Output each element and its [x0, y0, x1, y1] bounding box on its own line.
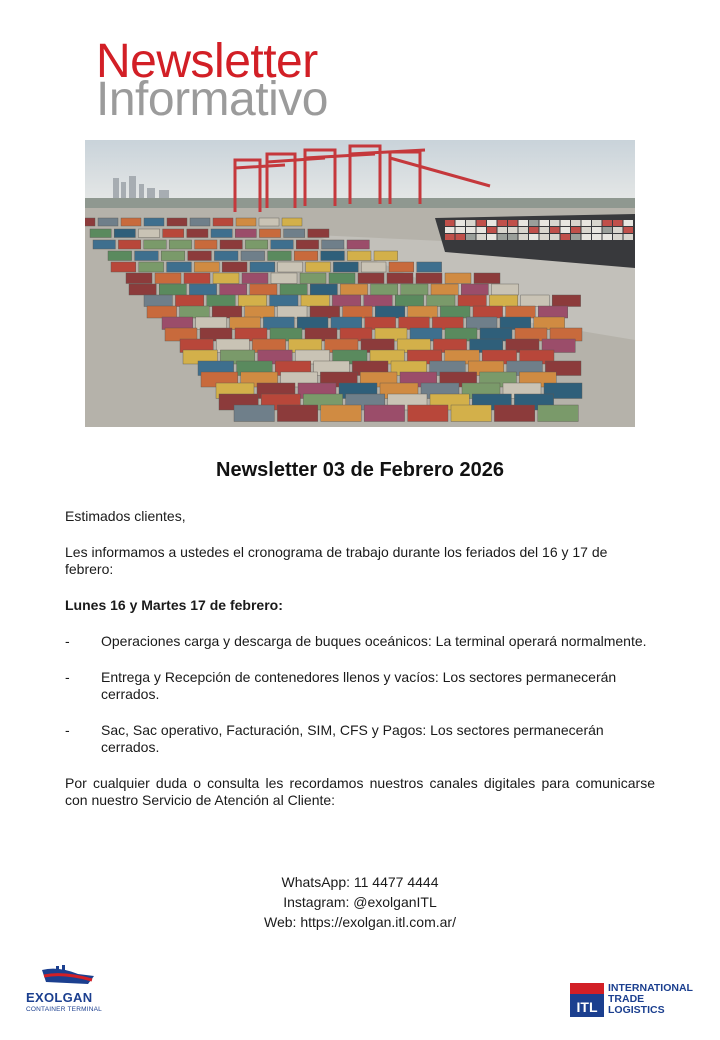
- itl-logo: [570, 982, 710, 1018]
- container-stack: [321, 405, 361, 422]
- ship-container: [466, 220, 476, 226]
- container-stack: [155, 273, 181, 284]
- container-stack: [188, 251, 212, 261]
- list-item: [65, 722, 655, 756]
- container-stack: [451, 405, 491, 422]
- ship-container: [603, 227, 613, 233]
- container-stack: [196, 317, 227, 330]
- container-stack: [297, 317, 328, 330]
- container-stack: [213, 218, 233, 226]
- container-stack: [417, 262, 442, 272]
- container-stack: [491, 284, 518, 295]
- container-stack: [534, 317, 565, 330]
- container-stack: [263, 317, 294, 330]
- ship-container: [466, 227, 476, 233]
- container-stack: [395, 295, 423, 307]
- itl-line-2: TRADE: [608, 993, 645, 1005]
- ship-container: [519, 234, 529, 240]
- itl-mark-text: ITL: [576, 999, 598, 1015]
- container-stack: [118, 240, 140, 249]
- container-stack: [139, 262, 164, 272]
- ship-container: [477, 220, 487, 226]
- ship-container: [561, 227, 571, 233]
- ship-container: [550, 220, 560, 226]
- container-stack: [211, 229, 232, 238]
- intro-paragraph: Les informamos a ustedes el cronograma de trabajo durante los feriados del 16 y 17 de febrero:: [65, 544, 608, 577]
- container-stack: [271, 273, 297, 284]
- container-stack: [489, 295, 517, 307]
- container-stack: [184, 273, 210, 284]
- container-stack: [458, 295, 486, 307]
- container-stack: [162, 317, 193, 330]
- container-stack: [538, 405, 578, 422]
- container-stack: [294, 251, 318, 261]
- ship-container: [477, 234, 487, 240]
- container-stack: [180, 306, 210, 318]
- container-stack: [321, 251, 345, 261]
- container-stack: [473, 306, 503, 318]
- closing-paragraph: Por cualquier duda o consulta les recordamos nuestros canales digitales para comunicarse con nuestro Servicio de Atención al Cliente:: [65, 775, 655, 808]
- container-stack: [268, 251, 292, 261]
- container-stack: [521, 295, 549, 307]
- container-stack: [296, 240, 318, 249]
- ship-container: [445, 220, 455, 226]
- container-stack: [347, 240, 369, 249]
- container-stack: [242, 273, 268, 284]
- ship-container: [477, 227, 487, 233]
- container-stack: [144, 240, 166, 249]
- container-stack: [220, 240, 242, 249]
- ship-container: [498, 227, 508, 233]
- container-stack: [399, 317, 430, 330]
- itl-mark-icon: [570, 983, 604, 1017]
- container-stack: [167, 218, 187, 226]
- ship-container: [613, 227, 623, 233]
- ship-container: [592, 220, 602, 226]
- container-stack: [310, 284, 337, 295]
- container-stack: [220, 284, 247, 295]
- ship-container: [561, 234, 571, 240]
- ship-container: [613, 220, 623, 226]
- container-stack: [416, 273, 442, 284]
- container-stack: [306, 262, 331, 272]
- newsletter-title: Newsletter 03 de Febrero 2026: [216, 459, 504, 481]
- container-stack: [432, 317, 463, 330]
- container-stack: [98, 218, 118, 226]
- list-item-text: Operaciones carga y descarga de buques oceánicos: La terminal operará normalmente.: [101, 633, 647, 649]
- container-stack: [431, 284, 458, 295]
- container-stack: [374, 251, 398, 261]
- container-terminal-image: [85, 140, 635, 427]
- ship-container: [624, 220, 634, 226]
- itl-line-1: INTERNATIONAL: [608, 982, 693, 994]
- container-stack: [277, 405, 317, 422]
- container-stack: [461, 284, 488, 295]
- itl-wordmark: [608, 983, 693, 1016]
- ship-container: [561, 220, 571, 226]
- ship-container: [550, 227, 560, 233]
- ship-container: [466, 234, 476, 240]
- ship-container: [498, 220, 508, 226]
- container-stack: [340, 284, 367, 295]
- ship-container: [582, 234, 592, 240]
- ship-container: [519, 227, 529, 233]
- container-stack: [364, 295, 392, 307]
- container-stack: [343, 306, 373, 318]
- ship-container: [571, 234, 581, 240]
- website-link[interactable]: Web: https://exolgan.itl.com.ar/: [264, 914, 456, 930]
- container-stack: [310, 306, 340, 318]
- container-stack: [175, 295, 203, 307]
- container-stack: [427, 295, 455, 307]
- ship-container: [529, 234, 539, 240]
- container-stack: [135, 251, 159, 261]
- list-item-text: Sac, Sac operativo, Facturación, SIM, CFS y Pagos: Los sectores permanecerán cerrados.: [101, 722, 604, 755]
- container-stack: [280, 284, 307, 295]
- masthead-title: Newsletter: [96, 35, 318, 88]
- contact-block: [0, 872, 720, 932]
- container-stack: [250, 262, 275, 272]
- ship-container: [624, 234, 634, 240]
- list-item: [65, 669, 655, 703]
- container-stack: [500, 317, 531, 330]
- container-stack: [333, 262, 358, 272]
- container-stack: [93, 240, 115, 249]
- container-stack: [230, 317, 261, 330]
- exolgan-logo: [26, 962, 106, 1020]
- container-stack: [129, 284, 156, 295]
- container-stack: [364, 405, 404, 422]
- container-stack: [361, 262, 386, 272]
- list-dash: -: [65, 722, 70, 738]
- container-stack: [259, 218, 279, 226]
- container-stack: [506, 306, 536, 318]
- container-stack: [331, 317, 362, 330]
- container-stack: [408, 306, 438, 318]
- list-dash: -: [65, 669, 70, 685]
- container-stack: [375, 306, 405, 318]
- container-stack: [214, 251, 238, 261]
- container-stack: [159, 284, 186, 295]
- container-stack: [322, 240, 344, 249]
- ship-container: [487, 227, 497, 233]
- ship-container: [498, 234, 508, 240]
- container-stack: [329, 273, 355, 284]
- ship-container: [487, 234, 497, 240]
- ship-container: [508, 234, 518, 240]
- container-stack: [235, 229, 256, 238]
- container-stack: [278, 262, 303, 272]
- container-stack: [494, 405, 534, 422]
- ship-container: [540, 227, 550, 233]
- container-stack: [282, 218, 302, 226]
- container-stack: [169, 240, 191, 249]
- container-stack: [365, 317, 396, 330]
- container-stack: [190, 218, 210, 226]
- ship-container: [571, 227, 581, 233]
- ship-container: [487, 220, 497, 226]
- port-photo: [85, 140, 635, 427]
- container-stack: [245, 240, 267, 249]
- container-stack: [301, 295, 329, 307]
- container-stack: [250, 284, 277, 295]
- container-stack: [138, 229, 159, 238]
- ship-container: [592, 227, 602, 233]
- container-stack: [222, 262, 247, 272]
- newsletter-body: [65, 508, 655, 809]
- container-stack: [194, 262, 219, 272]
- ship-container: [550, 234, 560, 240]
- list-dash: -: [65, 633, 70, 649]
- itl-line-3: LOGISTICS: [608, 1004, 665, 1016]
- container-stack: [213, 273, 239, 284]
- container-stack: [259, 229, 280, 238]
- ship-icon: [38, 962, 98, 990]
- ship-container: [445, 234, 455, 240]
- ship-container: [540, 234, 550, 240]
- ship-container: [529, 220, 539, 226]
- container-stack: [161, 251, 185, 261]
- container-stack: [300, 273, 326, 284]
- container-stack: [538, 306, 568, 318]
- container-stack: [189, 284, 216, 295]
- container-stack: [358, 273, 384, 284]
- container-stack: [245, 306, 275, 318]
- ship-container: [456, 234, 466, 240]
- container-stack: [371, 284, 398, 295]
- schedule-heading: Lunes 16 y Martes 17 de febrero:: [65, 597, 283, 613]
- instagram-contact[interactable]: Instagram: @exolganITL: [283, 894, 437, 910]
- container-stack: [440, 306, 470, 318]
- container-stack: [332, 295, 360, 307]
- container-stack: [389, 262, 414, 272]
- container-stack: [207, 295, 235, 307]
- container-stack: [212, 306, 242, 318]
- container-stack: [167, 262, 192, 272]
- container-stack: [126, 273, 152, 284]
- ship-container: [445, 227, 455, 233]
- container-stack: [347, 251, 371, 261]
- container-stack: [308, 229, 329, 238]
- list-item: [65, 633, 655, 650]
- container-stack: [271, 240, 293, 249]
- container-stack: [241, 251, 265, 261]
- container-stack: [147, 306, 177, 318]
- ship-container: [582, 227, 592, 233]
- container-stack: [234, 405, 274, 422]
- ship-container: [456, 227, 466, 233]
- ship-container: [508, 227, 518, 233]
- ship-container: [624, 227, 634, 233]
- container-stack: [111, 262, 136, 272]
- ship-container: [571, 220, 581, 226]
- ship-container: [508, 220, 518, 226]
- container-stack: [114, 229, 135, 238]
- ship-container: [613, 234, 623, 240]
- container-stack: [163, 229, 184, 238]
- ship-container: [582, 220, 592, 226]
- container-stack: [144, 218, 164, 226]
- exolgan-tagline: CONTAINER TERMINAL: [26, 1006, 102, 1013]
- container-stack: [284, 229, 305, 238]
- whatsapp-contact[interactable]: WhatsApp: 11 4477 4444: [281, 874, 439, 890]
- container-stack: [408, 405, 448, 422]
- container-stack: [85, 218, 95, 226]
- container-stack: [187, 229, 208, 238]
- container-stack: [236, 218, 256, 226]
- exolgan-wordmark: EXOLGAN: [26, 990, 93, 1005]
- masthead-subtitle: Informativo: [96, 73, 328, 126]
- ship-container: [540, 220, 550, 226]
- container-stack: [270, 295, 298, 307]
- container-stack: [195, 240, 217, 249]
- container-stack: [387, 273, 413, 284]
- container-stack: [238, 295, 266, 307]
- container-stack: [144, 295, 172, 307]
- ship-container: [529, 227, 539, 233]
- ship-container: [603, 220, 613, 226]
- ship-container: [603, 234, 613, 240]
- container-stack: [552, 295, 580, 307]
- container-stack: [108, 251, 132, 261]
- ship-container: [592, 234, 602, 240]
- list-item-text: Entrega y Recepción de contenedores llenos y vacíos: Los sectores permanecerán cerrados.: [101, 669, 617, 702]
- container-stack: [90, 229, 111, 238]
- masthead: [96, 35, 328, 126]
- greeting: Estimados clientes,: [65, 508, 186, 524]
- container-stack: [466, 317, 497, 330]
- container-stack: [445, 273, 471, 284]
- container-stack: [474, 273, 500, 284]
- container-stack: [121, 218, 141, 226]
- container-stack: [277, 306, 307, 318]
- ship-container: [519, 220, 529, 226]
- ship-container: [456, 220, 466, 226]
- container-stack: [401, 284, 428, 295]
